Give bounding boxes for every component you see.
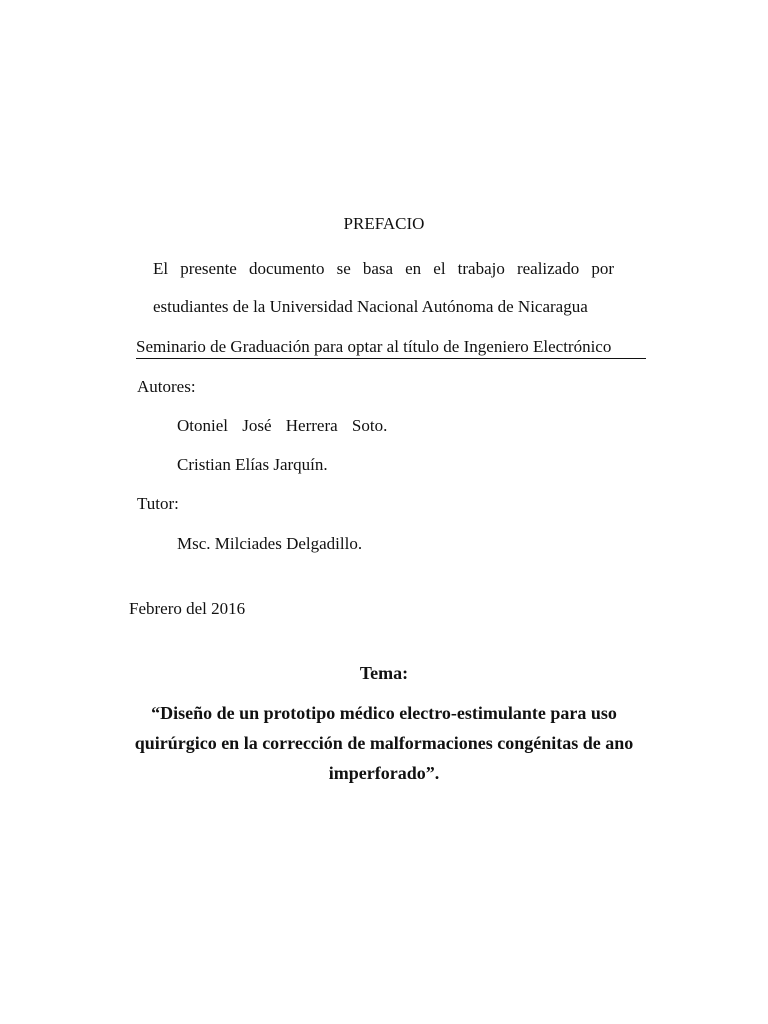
theme-title-line: “Diseño de un prototipo médico electro-estimulante para uso xyxy=(151,703,617,723)
theme-title-line: quirúrgico en la corrección de malformaciones congénitas de ano xyxy=(134,733,634,753)
authors-label: Autores: xyxy=(137,377,196,396)
author-name: Otoniel José Herrera Soto. xyxy=(177,416,388,435)
page-heading: PREFACIO xyxy=(343,214,425,233)
theme-label: Tema: xyxy=(359,663,409,683)
tutor-label: Tutor: xyxy=(137,494,179,513)
intro-line-1: El presente documento se basa en el trabajo realizado por xyxy=(153,259,614,278)
author-name: Cristian Elías Jarquín. xyxy=(177,455,328,474)
tutor-name: Msc. Milciades Delgadillo. xyxy=(177,534,363,553)
intro-line-2: estudiantes de la Universidad Nacional Autónoma de Nicaragua xyxy=(153,297,588,316)
document-date: Febrero del 2016 xyxy=(129,599,246,618)
seminar-line: Seminario de Graduación para optar al título de Ingeniero Electrónico xyxy=(136,337,646,359)
theme-title-line: imperforado”. xyxy=(328,763,440,783)
